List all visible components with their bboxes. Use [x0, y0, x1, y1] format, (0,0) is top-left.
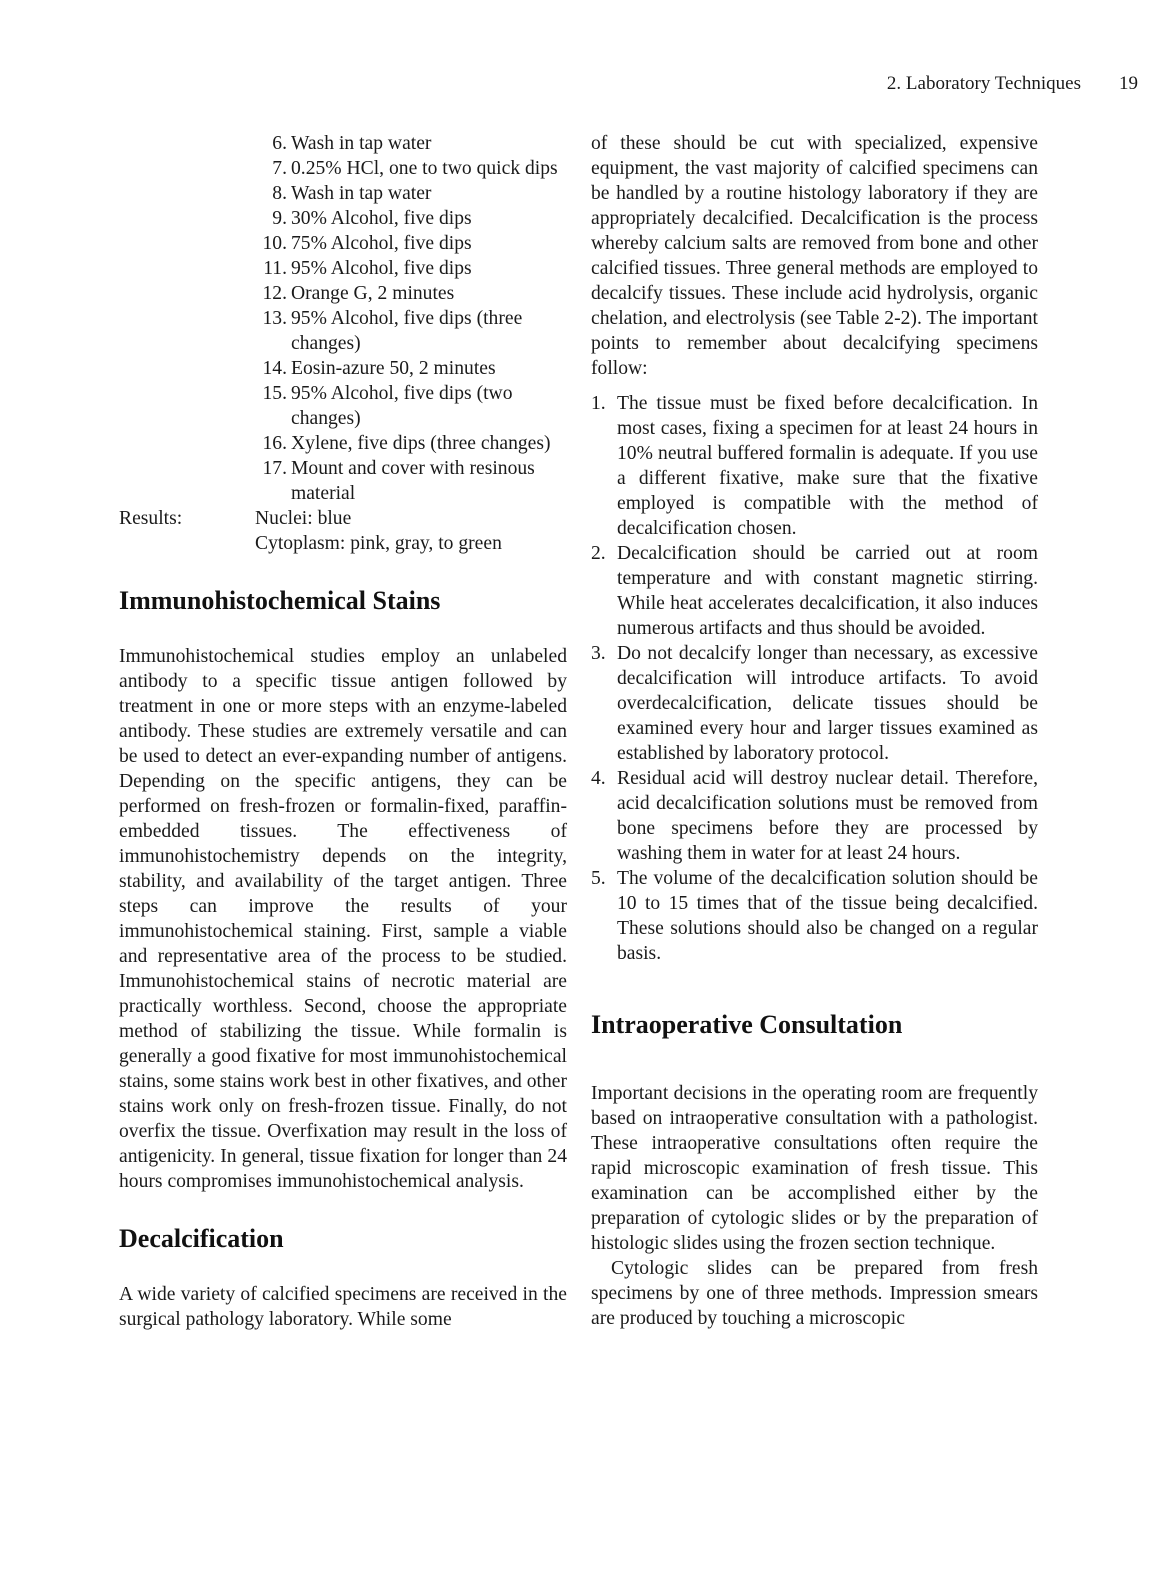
decal-paragraph-start: A wide variety of calcified specimens are received in the surgical pathology laboratory. While some — [119, 1284, 567, 1330]
list-item: 9. 30% Alcohol, five dips — [272, 208, 472, 229]
list-item: 2. Decalcification should be carried out at room temperature and with constant magnetic stirring. While heat accelerates decalcification, it also induces numerous artifacts and thus should be avoided. — [591, 543, 1038, 639]
intra-paragraph-2: Cytologic slides can be prepared from fresh specimens by one of three methods. Impression smears are produced by touching a microscopic — [591, 1258, 1038, 1329]
list-item: 7. 0.25% HCl, one to two quick dips — [272, 158, 558, 179]
list-item: 17. Mount and cover with resinous material — [262, 458, 535, 504]
section-heading-decalcification: Decalcification — [119, 1224, 284, 1253]
results-label: Results: — [119, 508, 183, 529]
section-heading-immunohistochemical: Immunohistochemical Stains — [119, 586, 441, 615]
decalcification-points-list — [591, 391, 1038, 966]
chapter-title: 2. Laboratory Techniques — [886, 73, 1081, 94]
page-number: 19 — [1119, 73, 1138, 94]
results-values — [255, 506, 502, 556]
list-item: 6. Wash in tap water — [272, 133, 432, 154]
results-block — [119, 506, 567, 556]
right-column — [591, 131, 1038, 1331]
list-item: 4. Residual acid will destroy nuclear detail. Therefore, acid decalcification solutions must be removed from bone specimens before they are processed by washing them in water for at least 24 hours. — [591, 768, 1038, 864]
result-line: Cytoplasm: pink, gray, to green — [255, 533, 502, 554]
list-item: 8. Wash in tap water — [272, 183, 432, 204]
result-line: Nuclei: blue — [255, 508, 352, 529]
list-item: 1. The tissue must be fixed before decalcification. In most cases, fixing a specimen for at least 24 hours in 10% neutral buffered formalin is adequate. If you use a different fixative, make sure that the fixative employed is compatible with the method of decalcification chosen. — [591, 393, 1038, 539]
decal-paragraph-continued: of these should be cut with specialized, expensive equipment, the vast majority of calcified specimens can be handled by a routine histology laboratory if they are appropriately decalcified. Decalcification is the process whereby calcium salts are removed from bone and other calcified tissues. Three general methods are employed to decalcify tissues. These include acid hydrolysis, organic chelation, and electrolysis (see Table 2-2). The important points to remember about decalcifying specimens follow: — [591, 133, 1038, 379]
running-head — [0, 72, 1138, 96]
list-item: 5. The volume of the decalcification solution should be 10 to 15 times that of the tissue being decalcified. These solutions should also be changed on a regular basis. — [591, 868, 1038, 964]
intra-paragraph-1: Important decisions in the operating room are frequently based on intraoperative consultation with a pathologist. These intraoperative consultations often require the rapid microscopic examination of fresh tissue. This examination can be accomplished either by the preparation of cytologic slides or by the preparation of histologic slides using the frozen section technique. — [591, 1083, 1038, 1254]
list-item: 11. 95% Alcohol, five dips — [263, 258, 472, 279]
list-item: 3. Do not decalcify longer than necessary, as excessive decalcification will introduce artifacts. To avoid overdecalcification, delicate tissues should be examined every hour and larger tissues examined as established by laboratory protocol. — [591, 643, 1038, 764]
list-item: 13. 95% Alcohol, five dips (three changes) — [262, 308, 523, 354]
list-item: 14. Eosin-azure 50, 2 minutes — [262, 358, 496, 379]
section-heading-intraoperative: Intraoperative Consultation — [591, 1010, 903, 1039]
left-column — [119, 131, 567, 1332]
immuno-paragraph: Immunohistochemical studies employ an unlabeled antibody to a specific tissue antigen followed by treatment in one or more steps with an enzyme-labeled antibody. These studies are extremely versatile and can be used to detect an ever-expanding number of antigens. Depending on the specific antigens, they can be performed on fresh-frozen or formalin-fixed, paraffin-embedded tissues. The effectiveness of immunohistochemistry depends on the integrity, stability, and availability of the target antigen. Three steps can improve the results of your immunohistochemical staining. First, sample a viable and representative area of the process to be studied. Immunohistochemical stains of necrotic material are practically worthless. Second, choose the appropriate method of stabilizing the tissue. While formalin is generally a good fixative for most immunohistochemical stains, some stains work best in other fixatives, and other stains work only on fresh-frozen tissue. Finally, do not overfix the tissue. Overfixation may result in the loss of antigenicity. In general, tissue fixation for longer than 24 hours compromises immunohistochemical analysis. — [119, 646, 567, 1192]
list-item: 10. 75% Alcohol, five dips — [262, 233, 472, 254]
staining-steps-list — [119, 131, 567, 506]
list-item: 15. 95% Alcohol, five dips (two changes) — [262, 383, 513, 429]
list-item: 12. Orange G, 2 minutes — [262, 283, 455, 304]
list-item: 16. Xylene, five dips (three changes) — [262, 433, 551, 454]
